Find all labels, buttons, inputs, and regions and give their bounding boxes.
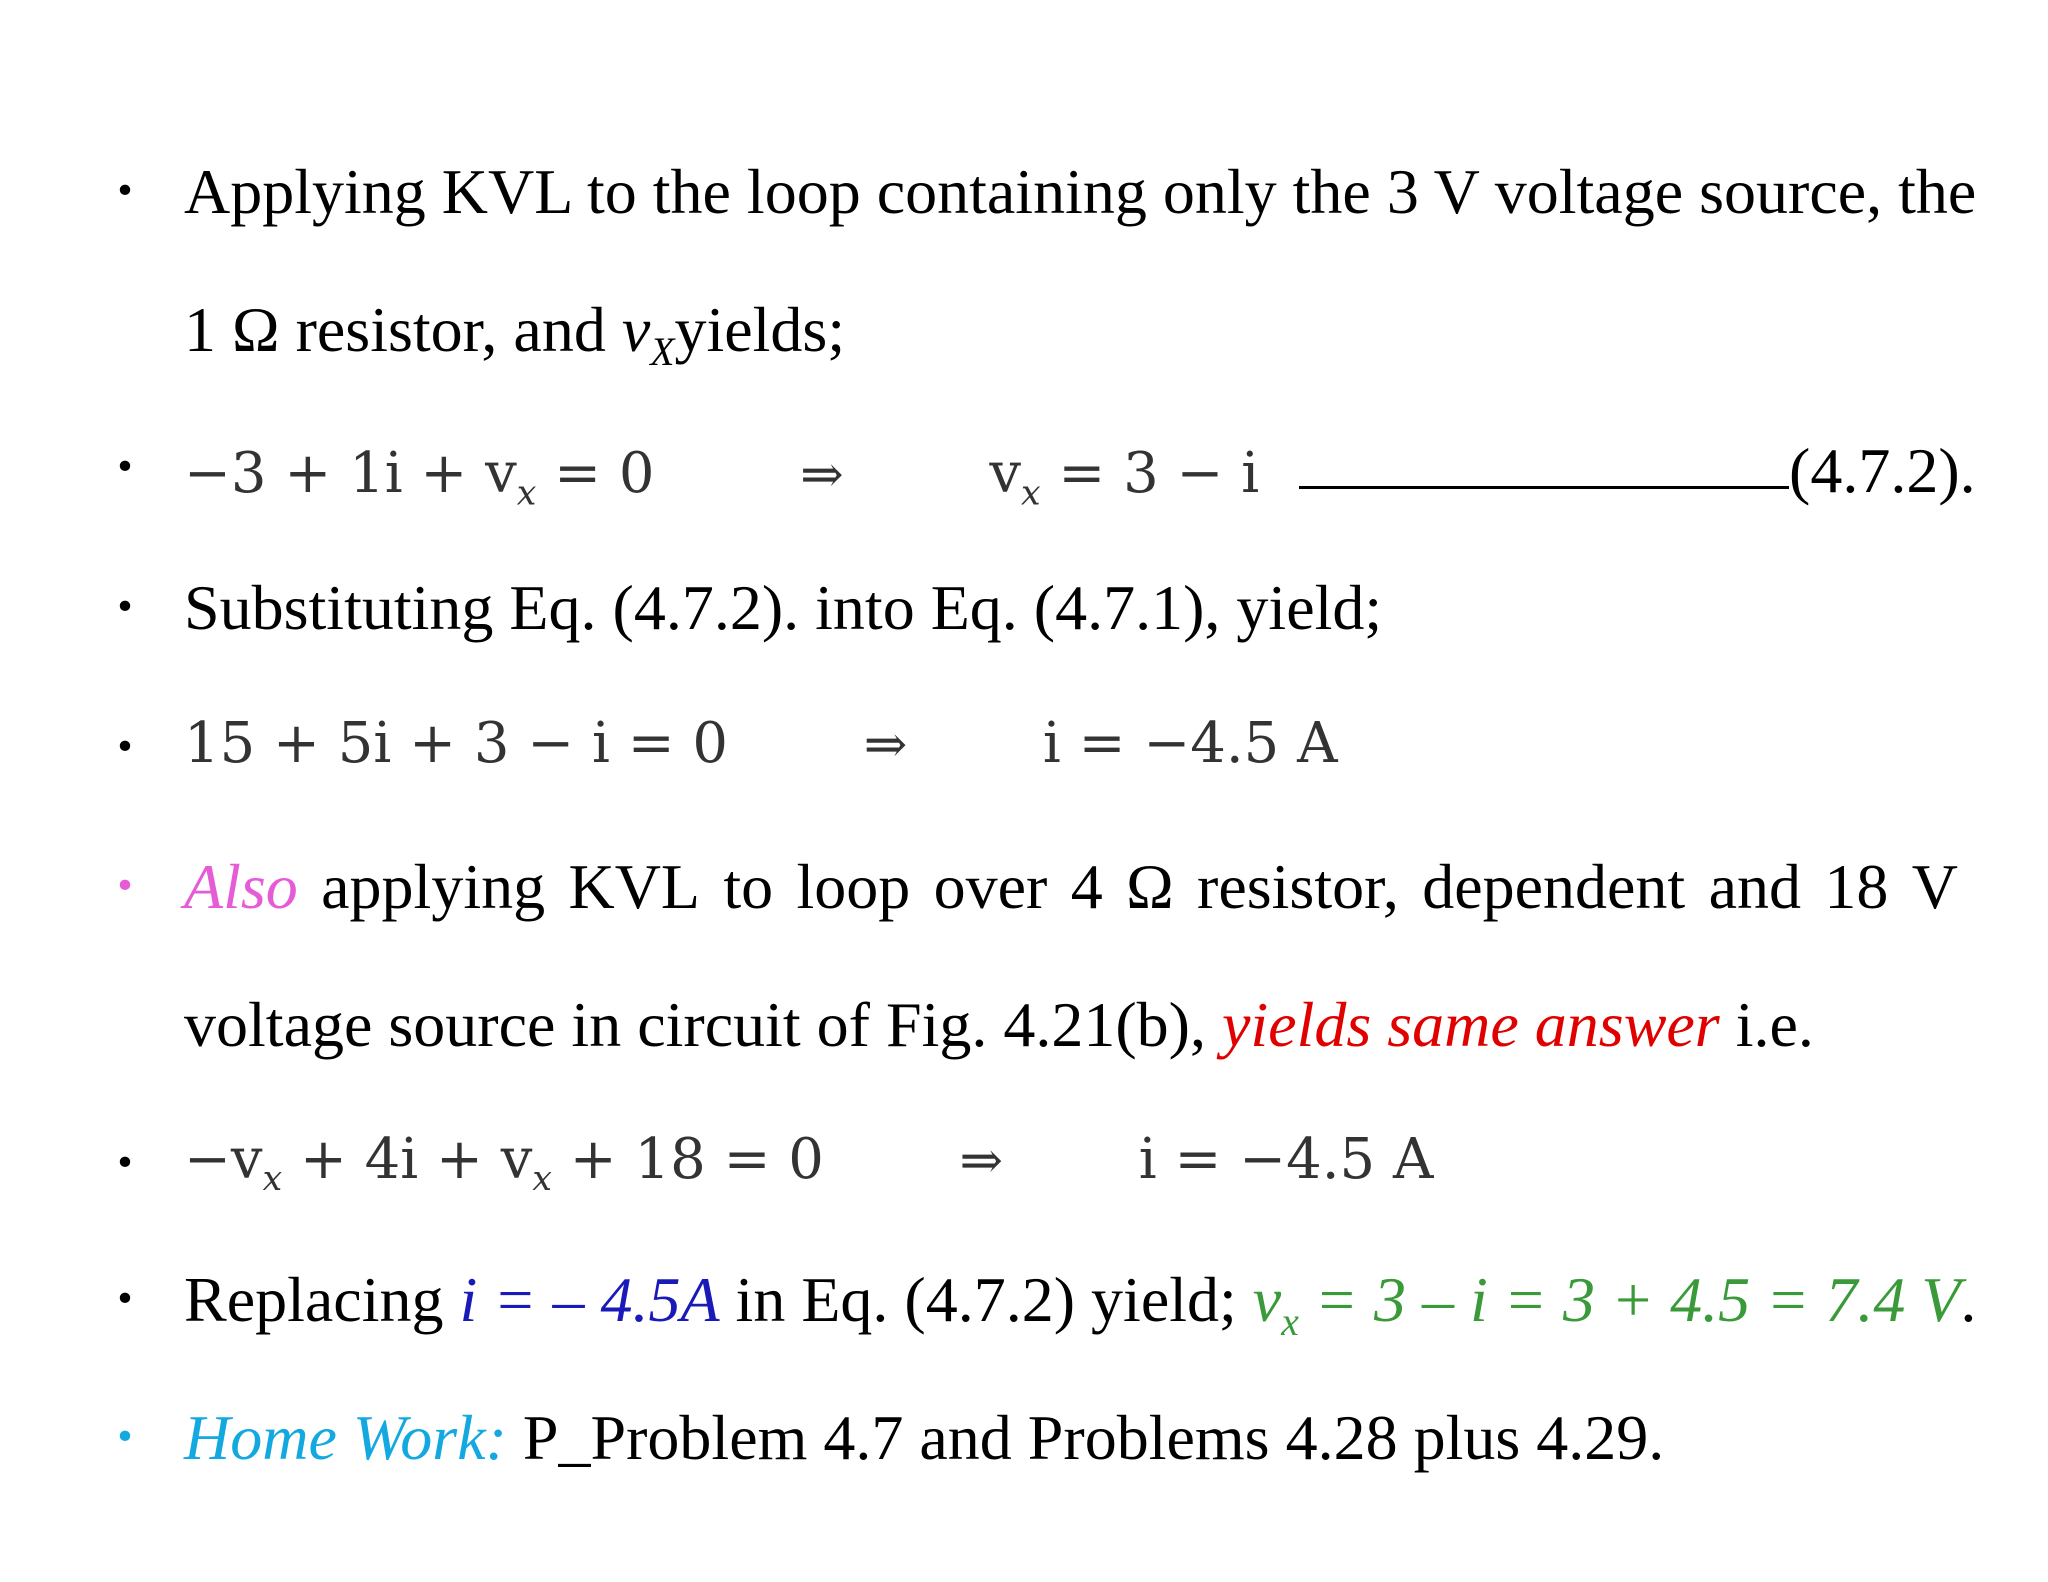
bullet-text: [184, 156, 1977, 374]
word: V: [1911, 851, 1958, 922]
text-span: P_Problem 4.7 and Problems 4.28 plus 4.29.: [506, 1402, 1665, 1473]
equation: [184, 711, 1958, 776]
text-line: [184, 294, 1958, 374]
equation-rhs: i = −4.5 A: [1042, 711, 1338, 776]
bullet-dot: •: [114, 171, 136, 212]
text-span: 1 Ω resistor, and: [184, 294, 622, 365]
equation-lhs: + 18 = 0: [551, 1127, 824, 1192]
bullet-dot: •: [114, 1279, 136, 1320]
word: applying: [321, 851, 546, 922]
text-line: [184, 989, 1958, 1060]
bullet-dot: •: [114, 447, 136, 488]
equation: [184, 435, 1976, 514]
text-line: Applying KVL to the loop containing only the 3 V voltage source, the: [184, 156, 1977, 227]
bullet-dot: •: [114, 587, 136, 628]
implies-arrow: ⇒: [800, 445, 844, 506]
equation-reference: (4.7.2).: [1789, 435, 1976, 507]
emphasis-same-answer: yields same answer: [1221, 989, 1720, 1060]
bullet-dot: •: [114, 1143, 136, 1184]
equation-subscript: x: [262, 1159, 283, 1200]
word: resistor,: [1197, 851, 1399, 922]
text-span: i.e.: [1719, 989, 1814, 1060]
text-span: yields;: [674, 294, 846, 365]
implies-arrow: ⇒: [863, 715, 908, 775]
equation-rhs: v: [989, 441, 1021, 507]
bullet-text: Substituting Eq. (4.7.2). into Eq. (4.7.1), yield;: [184, 572, 1383, 643]
word: to: [723, 851, 774, 922]
equation-subscript: x: [532, 1159, 552, 1200]
word: and: [1708, 851, 1801, 922]
equation-lhs: −3 + 1i + v: [184, 441, 517, 507]
result-subscript: x: [1281, 1299, 1299, 1344]
equation-lhs-tail: = 0: [536, 441, 655, 507]
bullet-text: [184, 1264, 1977, 1344]
text-span: Replacing: [184, 1264, 460, 1335]
word: KVL: [568, 851, 700, 922]
text-span: in Eq. (4.7.2) yield;: [719, 1264, 1253, 1335]
implies-arrow: ⇒: [959, 1131, 1004, 1191]
word: loop: [796, 851, 911, 922]
bullet-dot: •: [114, 727, 136, 768]
equation-subscript: x: [516, 473, 537, 514]
bullet-dot: •: [114, 866, 136, 907]
bullet-dot: •: [114, 1417, 136, 1458]
word: dependent: [1422, 851, 1686, 922]
equation-rhs-tail: = 3 − i: [1040, 441, 1260, 507]
result-expression: = 3 – i = 3 + 4.5 = 7.4 V: [1298, 1264, 1961, 1335]
equation-rhs: i = −4.5 A: [1138, 1127, 1434, 1192]
equation-lhs: −v: [184, 1127, 263, 1192]
bullet-text: [184, 1402, 1958, 1473]
fill-blank-line: [1299, 436, 1789, 489]
equation-subscript: x: [1021, 473, 1041, 514]
word: 4: [1070, 851, 1103, 922]
equation-lhs: + 4i + v: [282, 1127, 533, 1192]
variable: v: [621, 294, 651, 365]
bullet-text: [184, 851, 1958, 1060]
word: over: [933, 851, 1048, 922]
result-variable: v: [1252, 1264, 1282, 1335]
word: 18: [1824, 851, 1889, 922]
emphasis-current-value: i = – 4.5A: [459, 1264, 720, 1335]
word: Ω: [1126, 851, 1174, 922]
variable-subscript: X: [650, 329, 675, 374]
equation-lhs: 15 + 5i + 3 − i = 0: [184, 711, 729, 776]
text-line-justified: [184, 851, 1958, 922]
emphasis-also: Also: [184, 851, 298, 922]
equation: [184, 1127, 1958, 1200]
emphasis-home-work: Home Work:: [184, 1402, 507, 1473]
text-span: voltage source in circuit of Fig. 4.21(b),: [184, 989, 1222, 1060]
text-span: .: [1960, 1264, 1977, 1335]
